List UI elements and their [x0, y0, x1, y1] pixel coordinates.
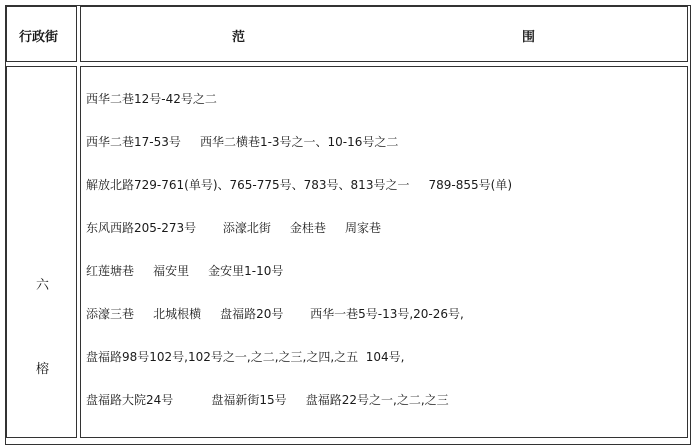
scope-line: 盘福路大院24号 盘福新街15号 盘福路22号之一,之二,之三: [86, 393, 449, 407]
district-cell: [6, 66, 77, 438]
district-name-char-2: 榕: [36, 362, 50, 377]
scope-line: 盘福路98号102号,102号之一,之二,之三,之四,之五 104号,: [86, 350, 405, 364]
scope-cell: [80, 66, 688, 438]
scope-line: 添濠三巷 北城根横 盘福路20号 西华一巷5号-13号,20-26号,: [86, 307, 464, 321]
district-name-char-1: 六: [36, 278, 50, 293]
scope-line: 西华二巷17-53号 西华二横巷1-3号之一、10-16号之二: [86, 135, 399, 149]
scope-line: 解放北路729-761(单号)、765-775号、783号、813号之一 789-855号(单): [86, 178, 513, 192]
scope-line: 红莲塘巷 福安里 金安里1-10号: [86, 264, 284, 278]
scope-line: 东风西路205-273号 添濠北街 金桂巷 周家巷: [86, 221, 381, 235]
header-cell-scope: [80, 6, 688, 62]
header-scope-char-2: 围: [522, 30, 536, 45]
header-district: 行政街: [19, 30, 59, 45]
scope-line: 西华二巷12号-42号之二: [86, 92, 217, 106]
header-scope-char-1: 范: [232, 30, 246, 45]
